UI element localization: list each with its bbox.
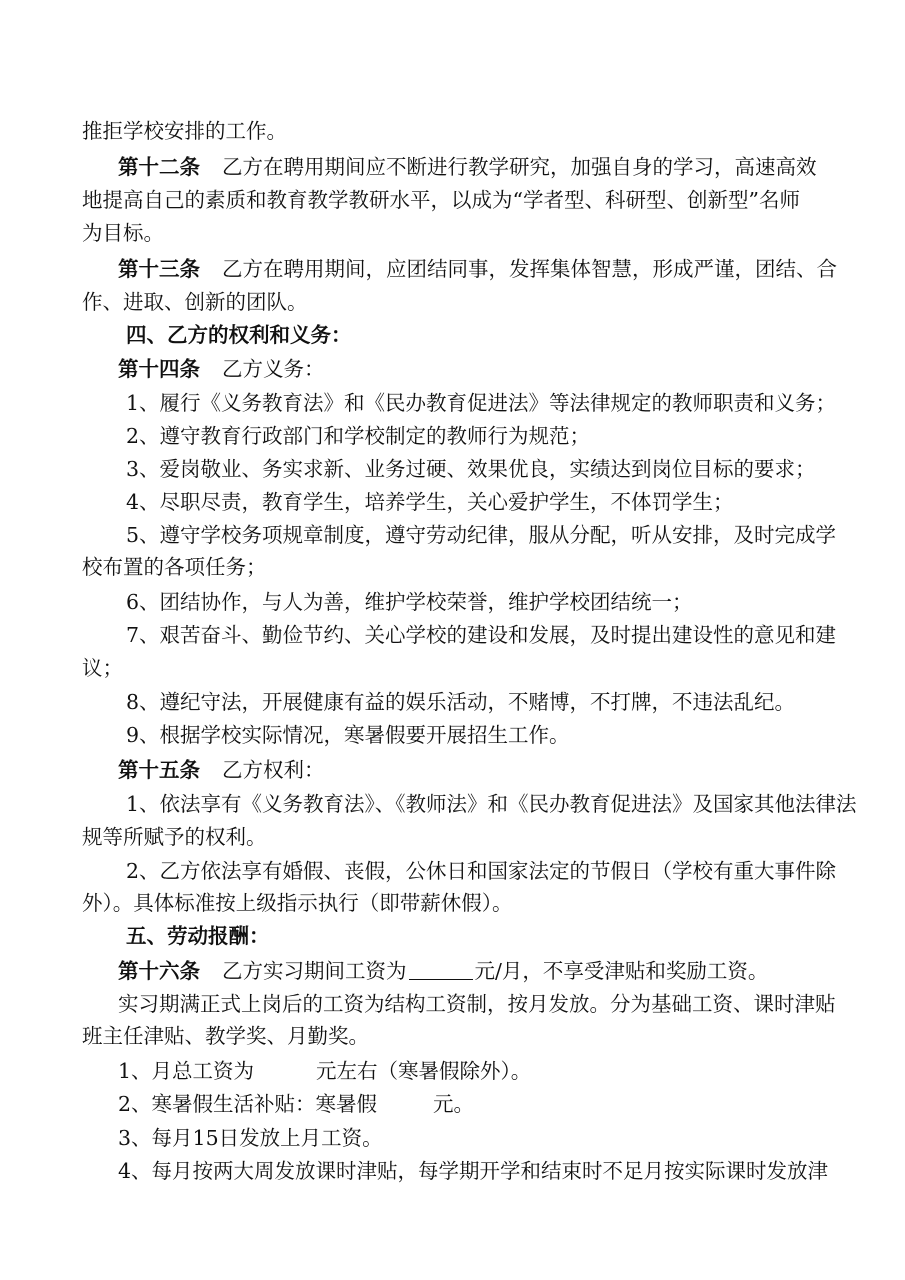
article-title: 第十五条 xyxy=(118,758,200,782)
article-text: 元/月，不享受津贴和奖励工资。 xyxy=(474,959,769,983)
list-item xyxy=(0,521,905,549)
text-line xyxy=(0,186,905,214)
list-item xyxy=(0,1057,905,1085)
article-text: 乙方在聘用期间，应团结同事，发挥集体智慧，形成严谨，团结、合 xyxy=(222,257,837,281)
list-item-text: 7、艰苦奋斗、勤俭节约、关心学校的建设和发展，及时提出建设性的意见和建 xyxy=(126,623,837,647)
article-title: 第十四条 xyxy=(118,357,200,381)
list-item-text: 外）。具体标准按上级指示执行（即带薪休假）。 xyxy=(82,891,513,915)
text-line xyxy=(0,990,905,1018)
paragraph-text: 实习期满正式上岗后的工资为结构工资制，按月发放。分为基础工资、课时津贴 xyxy=(118,992,836,1016)
list-item xyxy=(0,1124,905,1152)
list-item xyxy=(0,422,905,450)
list-item-text: 2、遵守教育行政部门和学校制定的教师行为规范； xyxy=(126,424,591,448)
list-item-text: 1、依法享有《义务教育法》、《教师法》和《民办教育促进法》及国家其他法律法 xyxy=(126,792,857,816)
article-14 xyxy=(0,355,905,383)
list-item-text: 3、每月15日发放上月工资。 xyxy=(118,1126,383,1150)
list-item-text: 校布置的各项任务； xyxy=(82,555,267,579)
list-item-text: 2、乙方依法享有婚假、丧假，公休日和国家法定的节假日（学校有重大事件除 xyxy=(126,859,837,883)
list-item xyxy=(0,1157,905,1185)
list-item xyxy=(0,455,905,483)
article-title: 第十六条 xyxy=(118,959,200,983)
list-item xyxy=(0,621,905,649)
text-line xyxy=(0,654,905,682)
article-13 xyxy=(0,255,905,283)
list-item-text: 元。 xyxy=(433,1092,475,1116)
list-item-text: 6、团结协作，与人为善，维护学校荣誉，维护学校团结统一； xyxy=(126,590,693,614)
text-line xyxy=(0,889,905,917)
article-text: 乙方实习期间工资为 xyxy=(222,959,407,983)
list-item-text: 议； xyxy=(82,656,123,680)
article-15 xyxy=(0,756,905,784)
list-item xyxy=(0,588,905,616)
paragraph-text: 推拒学校安排的工作。 xyxy=(82,119,287,143)
list-item xyxy=(0,688,905,716)
article-12 xyxy=(0,153,905,181)
section-heading: 五、劳动报酬： xyxy=(126,924,270,948)
text-line xyxy=(0,1022,905,1050)
section-heading: 四、乙方的权利和义务： xyxy=(126,323,352,347)
list-item-text: 元左右（寒暑假除外）。 xyxy=(316,1059,532,1083)
paragraph-text: 地提高自己的素质和教育教学教研水平，以成为“学者型、科研型、创新型”名师 xyxy=(82,188,800,212)
list-item-text: 5、遵守学校务项规章制度，遵守劳动纪律，服从分配，听从安排，及时完成学 xyxy=(126,523,837,547)
text-line xyxy=(0,288,905,316)
list-item xyxy=(0,389,905,417)
list-item-text: 4、尽职尽责，教育学生，培养学生，关心爱护学生，不体罚学生； xyxy=(126,490,734,514)
list-item-text: 规等所赋予的权利。 xyxy=(82,825,267,849)
list-item-text: 8、遵纪守法，开展健康有益的娱乐活动，不赌博，不打牌，不违法乱纪。 xyxy=(126,690,796,714)
list-item xyxy=(0,488,905,516)
article-16 xyxy=(0,957,905,985)
paragraph-text: 作、进取、创新的团队。 xyxy=(82,290,308,314)
salary-blank-field[interactable] xyxy=(409,959,473,980)
paragraph-text: 班主任津贴、教学奖、月勤奖。 xyxy=(82,1024,369,1048)
text-line xyxy=(0,219,905,247)
article-text: 乙方权利： xyxy=(222,758,325,782)
list-item-text: 2、寒暑假生活补贴：寒暑假 xyxy=(118,1092,378,1116)
text-line xyxy=(0,117,905,145)
article-text: 乙方在聘用期间应不断进行教学研究，加强自身的学习，高速高效 xyxy=(222,155,817,179)
list-item xyxy=(0,721,905,749)
article-title: 第十三条 xyxy=(118,257,200,281)
list-item-text: 1、月总工资为 xyxy=(118,1059,255,1083)
list-item xyxy=(0,857,905,885)
list-item xyxy=(0,790,905,818)
paragraph-text: 为目标。 xyxy=(82,221,164,245)
text-line xyxy=(0,823,905,851)
text-line xyxy=(0,553,905,581)
list-item-text: 9、根据学校实际情况，寒暑假要开展招生工作。 xyxy=(126,723,570,747)
list-item xyxy=(0,1090,905,1118)
list-item-text: 4、每月按两大周发放课时津贴，每学期开学和结束时不足月按实际课时发放津 xyxy=(118,1159,829,1183)
list-item-text: 1、履行《义务教育法》和《民办教育促进法》等法律规定的教师职责和义务； xyxy=(126,391,837,415)
article-text: 乙方义务： xyxy=(222,357,325,381)
article-title: 第十二条 xyxy=(118,155,200,179)
list-item-text: 3、爱岗敬业、务实求新、业务过硬、效果优良，实绩达到岗位目标的要求； xyxy=(126,457,816,481)
